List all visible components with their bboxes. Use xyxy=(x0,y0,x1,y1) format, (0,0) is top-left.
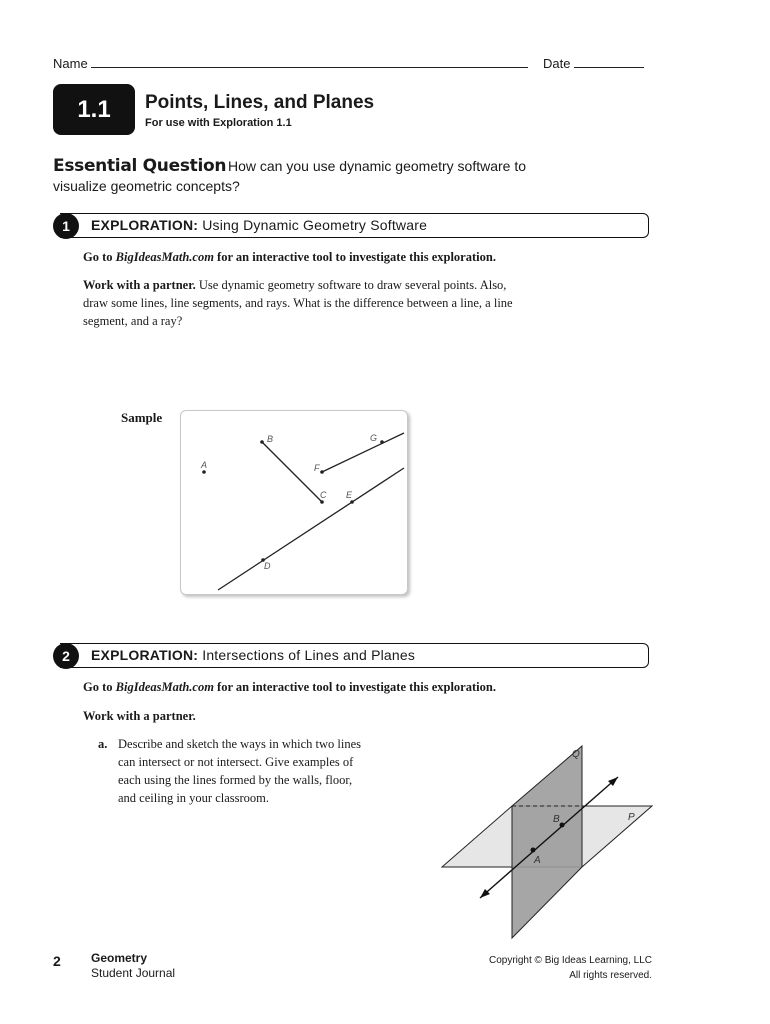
label-p: P xyxy=(628,812,635,823)
label-e: E xyxy=(346,490,353,500)
label-a: A xyxy=(201,460,208,470)
exploration-2-title-text: Intersections of Lines and Planes xyxy=(202,647,416,663)
book-title: Geometry xyxy=(91,951,148,965)
exploration-2-number-badge xyxy=(53,643,79,669)
goto-suffix: for an interactive tool to investigate this exploration. xyxy=(217,250,496,264)
exploration-1-goto xyxy=(83,248,643,266)
label-b: B xyxy=(267,434,274,444)
label-f: F xyxy=(314,463,320,473)
label-q: Q xyxy=(572,749,580,760)
point-b-dot xyxy=(560,823,565,828)
part-a-line-1: Describe and sketch the ways in which two lines xyxy=(118,737,361,751)
copyright xyxy=(489,953,652,983)
name-blank-line[interactable] xyxy=(91,55,528,68)
segment-bc xyxy=(262,442,322,502)
sample-label: Sample xyxy=(121,410,163,425)
line-de xyxy=(218,468,404,590)
part-a-line-2: can intersect or not intersect. Give examples of xyxy=(118,755,354,769)
copyright-line-2: All rights reserved. xyxy=(569,970,652,981)
point-a-dot xyxy=(531,848,536,853)
instructions-line-2: draw some lines, line segments, and rays. What is the difference between a line, a line xyxy=(83,296,513,310)
goto-site-link[interactable]: BigIdeasMath.com xyxy=(115,250,214,264)
exploration-2-title xyxy=(91,647,415,663)
point-b xyxy=(260,440,264,444)
sample-geometry-diagram xyxy=(180,410,406,593)
label-b: B xyxy=(553,814,560,825)
page-number: 2 xyxy=(53,953,61,969)
essential-question-text-1: How can you use dynamic geometry software to xyxy=(228,158,527,174)
essential-question-label: Essential Question xyxy=(53,156,227,176)
label-d: D xyxy=(264,561,271,571)
label-c: C xyxy=(320,490,327,500)
point-e xyxy=(350,500,354,504)
instructions-line-3: segment, and a ray? xyxy=(83,314,183,328)
date-field[interactable] xyxy=(543,55,644,71)
ray-fg xyxy=(322,433,404,472)
essential-question-text-2: visualize geometric concepts? xyxy=(53,178,240,194)
label-a: A xyxy=(534,855,541,866)
point-f xyxy=(320,470,324,474)
exploration-1-title xyxy=(91,217,427,233)
goto-site-link[interactable]: BigIdeasMath.com xyxy=(115,680,214,694)
part-a-line-3: each using the lines formed by the walls, floor, xyxy=(118,773,353,787)
exploration-1-number: 1 xyxy=(62,218,70,234)
exploration-2-number: 2 xyxy=(62,648,70,664)
section-title: Points, Lines, and Planes xyxy=(145,92,375,113)
goto-suffix: for an interactive tool to investigate this exploration. xyxy=(217,680,496,694)
section-subtitle: For use with Exploration 1.1 xyxy=(145,117,292,129)
name-field[interactable] xyxy=(53,55,528,71)
exploration-1-number-badge xyxy=(53,213,79,239)
point-c xyxy=(320,500,324,504)
book-info xyxy=(91,951,175,981)
intersecting-planes-diagram xyxy=(440,740,660,945)
exploration-2-partner-label: Work with a partner. xyxy=(83,709,196,723)
section-number-badge xyxy=(53,84,135,135)
instructions-line-1: Use dynamic geometry software to draw several points. Also, xyxy=(198,278,507,292)
exploration-2-label: EXPLORATION: xyxy=(91,647,199,663)
exploration-1-instructions xyxy=(83,276,643,330)
date-blank-line[interactable] xyxy=(574,55,644,68)
name-label: Name xyxy=(53,56,88,71)
exploration-2-goto xyxy=(83,678,643,696)
exploration-1-title-text: Using Dynamic Geometry Software xyxy=(202,217,428,233)
point-g xyxy=(380,440,384,444)
point-a xyxy=(202,470,206,474)
partner-label: Work with a partner. xyxy=(83,278,196,292)
plane-q xyxy=(512,746,582,938)
date-label: Date xyxy=(543,56,571,71)
book-subtitle: Student Journal xyxy=(91,966,176,980)
label-g: G xyxy=(370,433,378,443)
part-a-line-4: and ceiling in your classroom. xyxy=(118,791,270,805)
copyright-line-1: Copyright © Big Ideas Learning, LLC xyxy=(488,955,652,966)
goto-prefix: Go to xyxy=(83,680,113,694)
section-number: 1.1 xyxy=(77,95,111,123)
exploration-1-label: EXPLORATION: xyxy=(91,217,199,233)
goto-prefix: Go to xyxy=(83,250,113,264)
part-a-letter: a. xyxy=(98,737,108,751)
part-a-text xyxy=(118,735,408,807)
